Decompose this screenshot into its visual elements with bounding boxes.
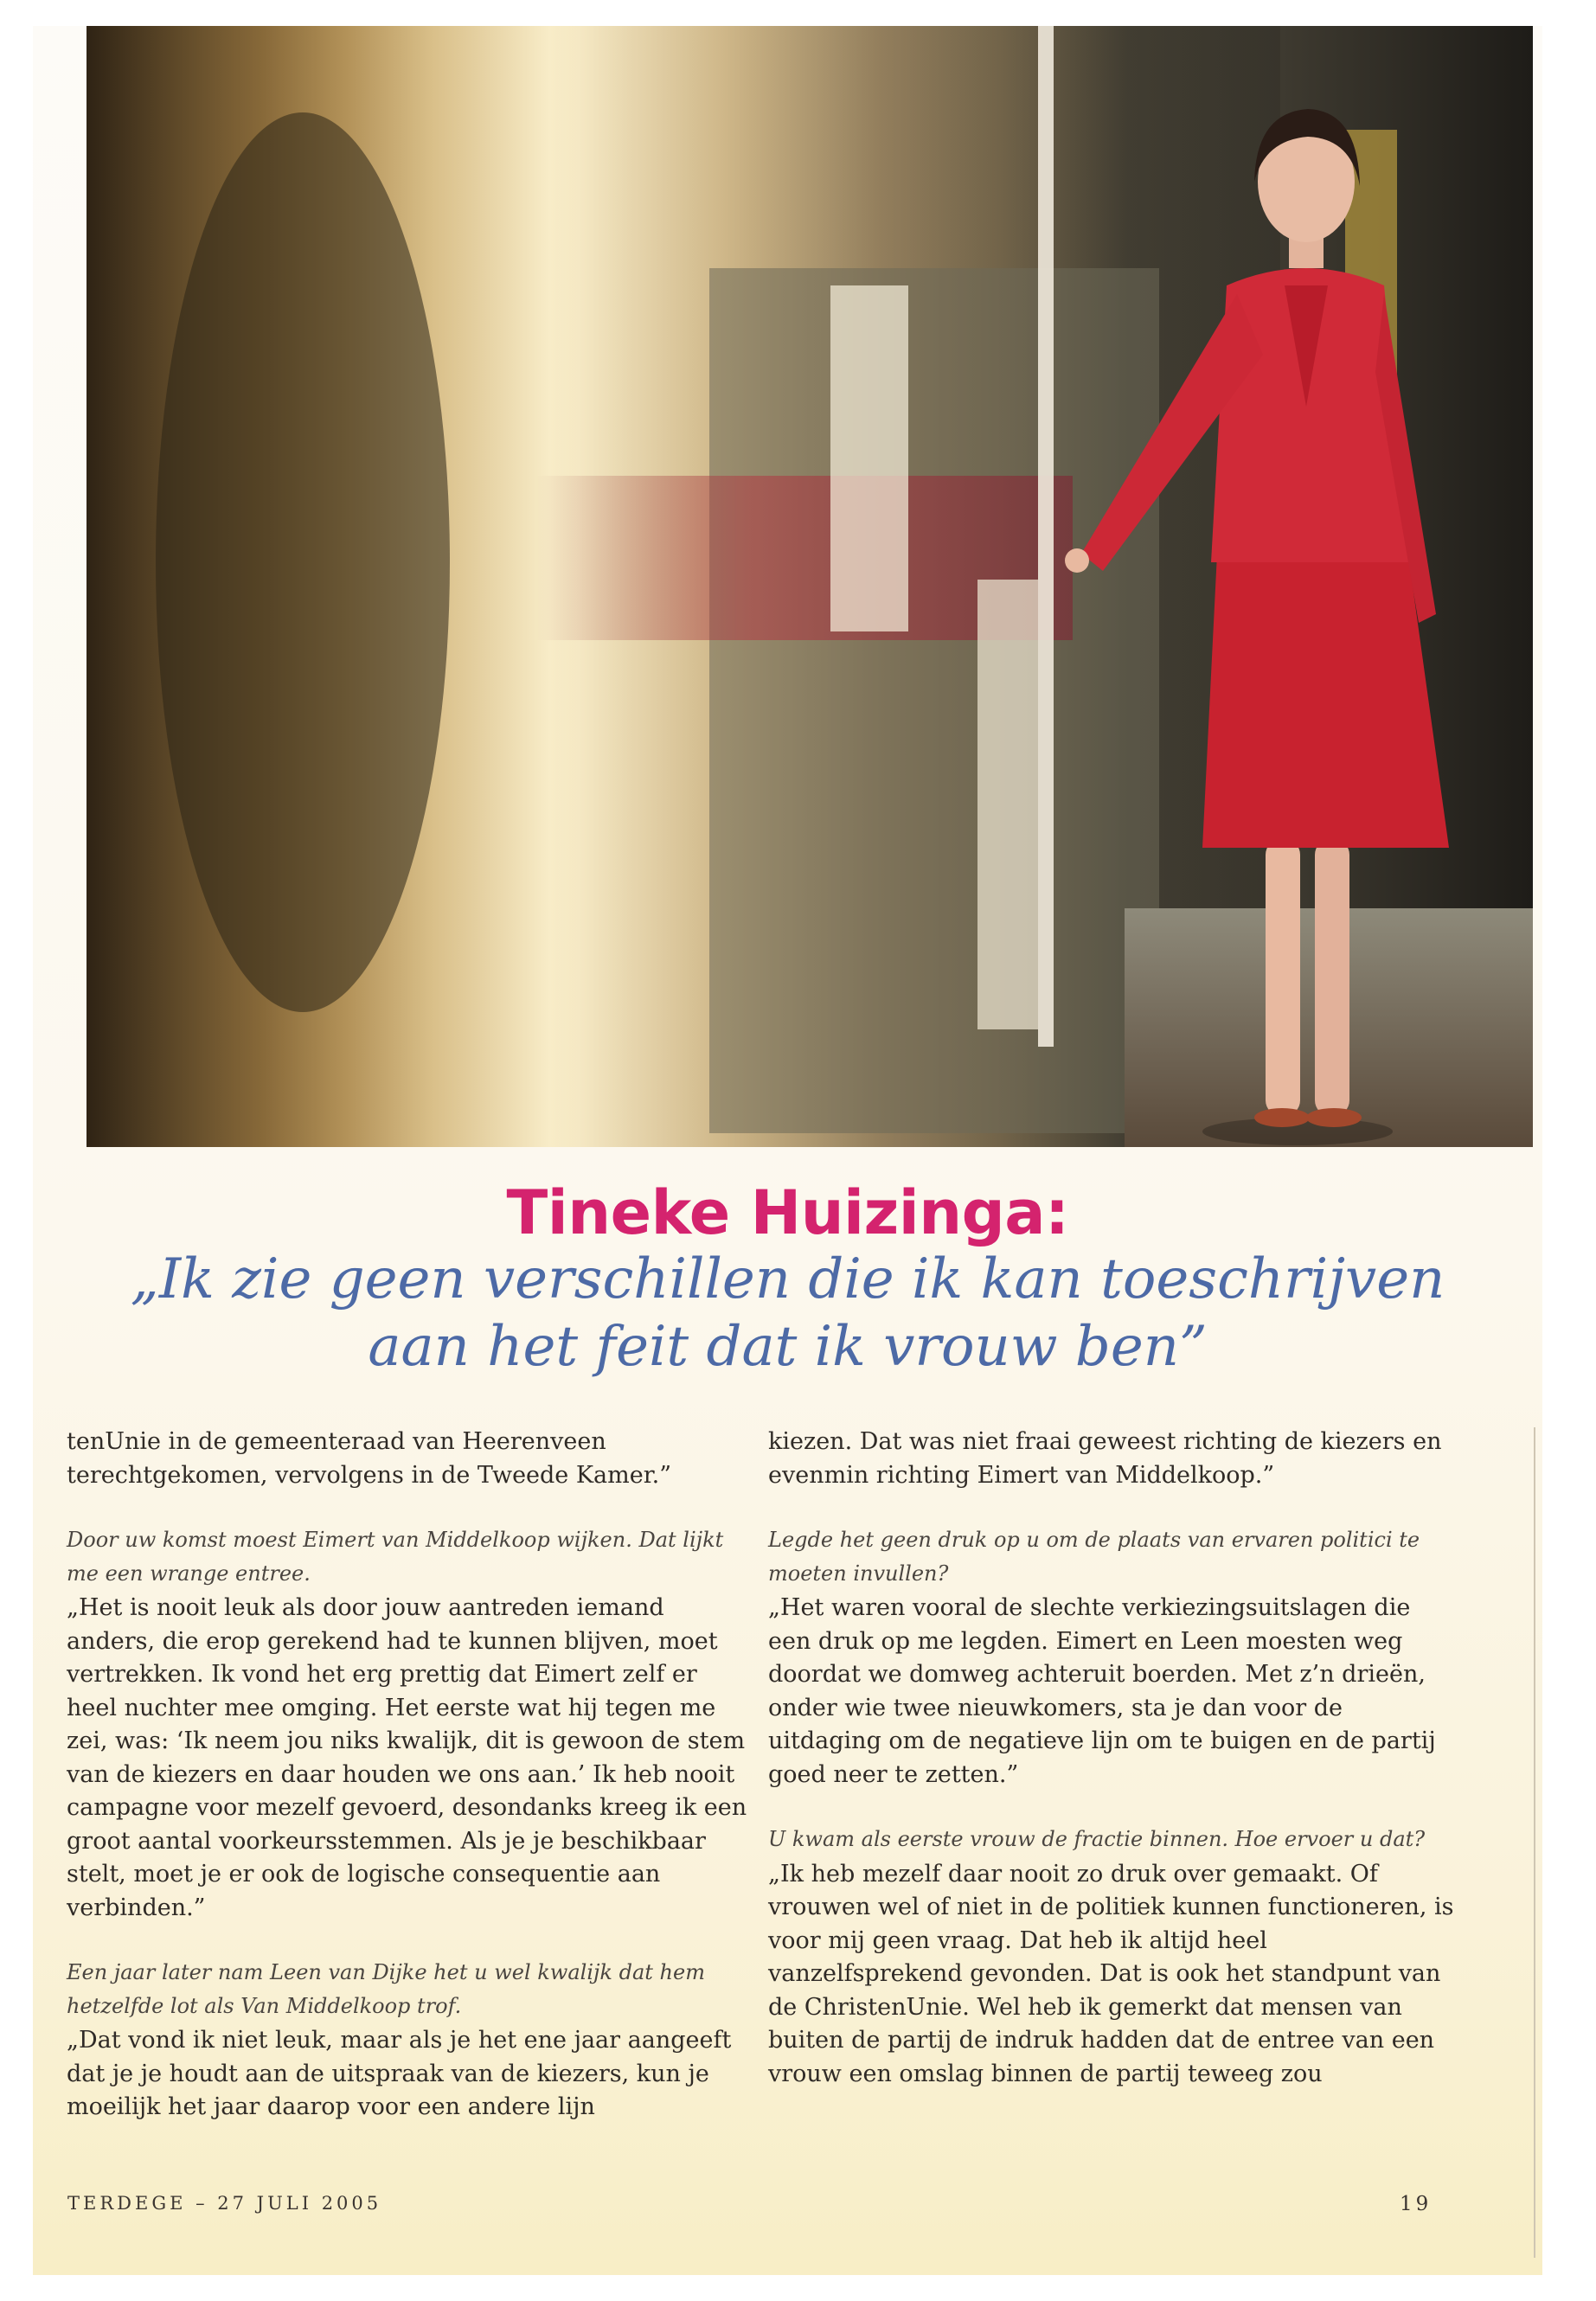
interview-answer: „Het is nooit leuk als door jouw aantreden iemand anders, die erop gerekend had te kunnen blijven, moet vertrekken. Ik vond het erg prettig dat Eimert zelf er heel nuchter mee omging. Het eerste wat hij tegen me zei, was: ‘Ik neem jou niks kwalijk, dit is gewoon de stem van de kiezers en daar houden we ons aan.’ Ik heb nooit campagne voor mezelf gevoerd, desondanks kreeg ik een groot aantal voorkeursstemmen. Als je je beschikbaar stelt, moet je er ook de logische consequentie aan verbinden.” (67, 1594, 747, 1921)
interview-answer: „Het waren vooral de slechte verkiezingsuitslagen die een druk op me legden. Eimert en Leen moesten weg doordat we domweg achteruit boerden. Met z’n drieën, onder wie twee nieuwkomers, sta je dan voor de uitdaging om de negatieve lijn om te buigen en de partij goed neer te zetten.” (768, 1594, 1436, 1788)
photo-illustration (87, 26, 1533, 1147)
right-text-column (768, 1426, 1460, 2091)
interview-question: Een jaar later nam Leen van Dijke het u wel kwalijk dat hem hetzelfde lot als Van Middelkoop trof. (67, 1960, 705, 2018)
pull-quote-line-1: „Ik zie geen verschillen die ik kan toeschrijven (130, 1247, 1445, 1311)
interview-answer: „Dat vond ik niet leuk, maar als je het ene jaar aangeeft dat je je houdt aan de uitspraak van de kiezers, kun je moeilijk het jaar daarop voor een andere lijn (67, 2027, 732, 2120)
paragraph: kiezen. Dat was niet fraai geweest richting de kiezers en evenmin richting Eimert van Middelkoop.” (768, 1428, 1442, 1489)
page-number: 19 (1400, 2193, 1433, 2215)
paragraph: tenUnie in de gemeenteraad van Heerenveen terechtgekomen, vervolgens in de Tweede Kamer.” (67, 1428, 672, 1489)
interview-answer: „Ik heb mezelf daar nooit zo druk over gemaakt. Of vrouwen wel of niet in de politiek kunnen functioneren, is voor mij geen vraag. Dat heb ik altijd heel vanzelfsprekend gevonden. Dat is ook het standpunt van de ChristenUnie. Wel heb ik gemerkt dat mensen van buiten de partij de indruk hadden dat de entree van een vrouw een omslag binnen de partij teweeg zou (768, 1860, 1454, 2087)
pull-quote-line-2: aan het feit dat ik vrouw ben” (368, 1315, 1208, 1379)
interview-question: U kwam als eerste vrouw de fractie binnen. Hoe ervoer u dat? (768, 1827, 1426, 1851)
magazine-page (33, 26, 1542, 2275)
pull-quote (33, 1246, 1542, 1381)
headline: Tineke Huizinga: (506, 1177, 1069, 1248)
page-edge-line (1534, 1427, 1535, 2258)
interview-question: Door uw komst moest Eimert van Middelkoop wijken. Dat lijkt me een wrange entree. (67, 1528, 724, 1586)
left-text-column (67, 1426, 750, 2125)
publication-footer: TERDEGE – 27 JULI 2005 (67, 2193, 382, 2214)
interview-question: Legde het geen druk op u om de plaats van ervaren politici te moeten invullen? (768, 1528, 1420, 1586)
portrait-photo (87, 26, 1533, 1147)
